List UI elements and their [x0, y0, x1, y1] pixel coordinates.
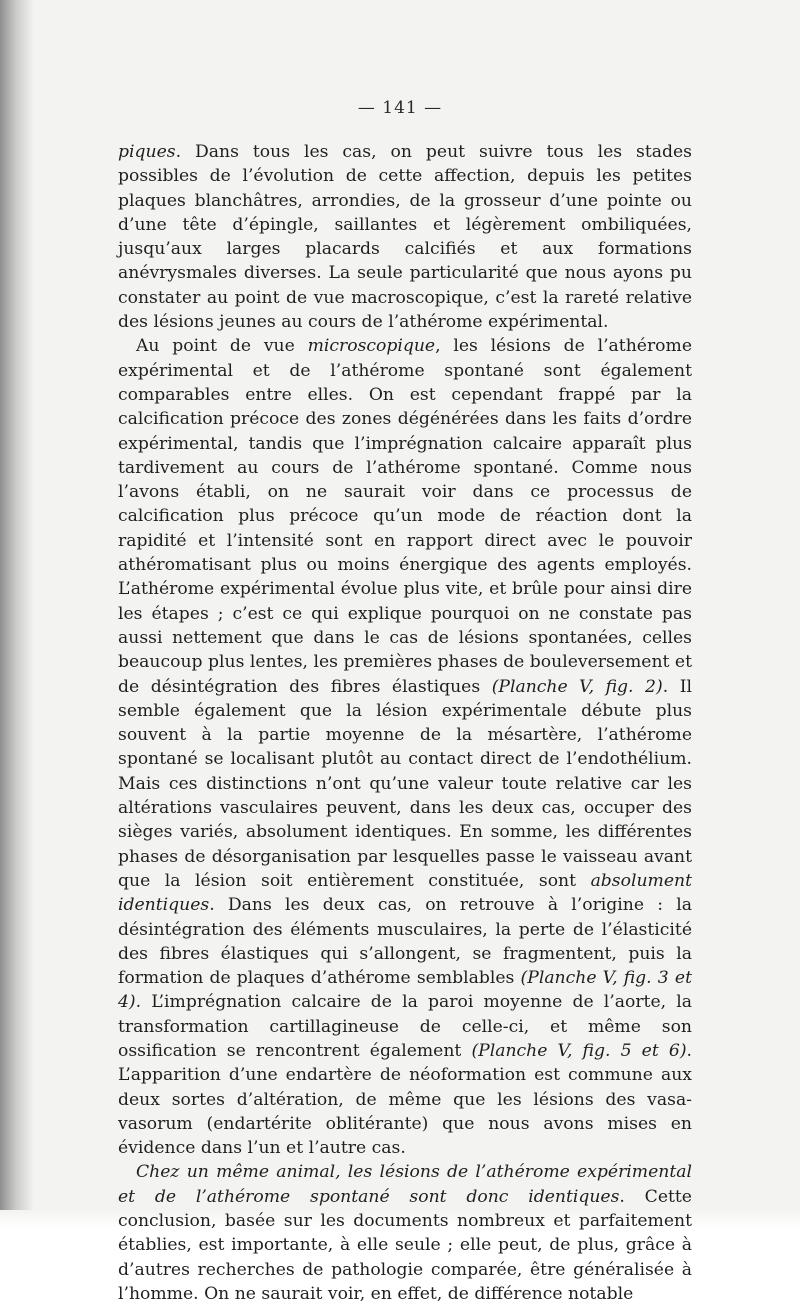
paragraph-2 [118, 334, 692, 1160]
text-run: Au point de vue [136, 336, 308, 357]
italic-text: microscopique [307, 336, 436, 357]
figure-reference: (Planche V, fig. 3 et 4) [118, 968, 692, 1013]
paragraph-1 [118, 140, 692, 334]
binding-shadow [0, 0, 34, 1228]
text-run: , les lésions de l’athérome expérimental et de l’athérome spontané sont également comparables entre elles. On est cependant frappé par la calcification précoce des zones dégénérées dans les faits d’ordre expérimental, tandis que l’imprégnation calcaire apparaît plus tardivement au cours de l’athérome spontané. Comme nous l’avons établi, on ne saurait voir dans ce processus de calcification plus précoce qu’un mode de réaction dont la rapidité et l’intensité sont en rapport direct avec le pouvoir athéromatisant plus ou moins énergique des agents employés. L’athérome expérimental évolue plus vite, et brûle pour ainsi dire les étapes ; c’est ce qui explique pourquoi on ne constate pas aussi nettement que dans le cas de lésions spontanées, celles beaucoup plus lentes, les premières phases de bouleversement et de désintégration des fibres élastiques [118, 336, 692, 697]
figure-reference: (Planche V, fig. 5 et 6) [471, 1040, 687, 1061]
text-run: . Dans tous les cas, on peut suivre tous les stades possibles de l’évolution de cette affection, depuis les petites plaques blanchâtres, arrondies, de la grosseur d’une pointe ou d’une tête d’épingle, saillantes et légèrement ombiliquées, jusqu’aux larges placards calcifiés et aux formations anévrysmales diverses. La seule particularité que nous ayons pu constater au point de vue macroscopique, c’est la rareté relative des lésions jeunes au cours de l’athérome expérimental. [118, 142, 692, 333]
text-run: . L’apparition d’une endartère de néoformation est commune aux deux sortes d’altération, de même que les lésions des vasa-vasorum (endartérite oblitérante) que nous avons mises en évidence dans l’un et l’autre cas. [118, 1040, 692, 1159]
figure-reference: (Planche V, fig. 2) [491, 676, 663, 697]
body-text [118, 140, 692, 1306]
italic-text: Chez un même animal, les lésions de l’athérome expérimental et de l’athérome spontané sont donc identiques [118, 1162, 692, 1207]
text-run: . Cette conclusion, basée sur les documents nombreux et parfaitement établies, est importante, à elle seule ; elle peut, de plus, grâce à d’autres recherches de pathologie comparée, être généralisée à l’homme. On ne saurait voir, en effet, de différence notable [118, 1186, 692, 1304]
paragraph-3 [118, 1160, 692, 1306]
text-run: . Il semble également que la lésion expérimentale débute plus souvent à la partie moyenne de la mésartère, l’athérome spontané se localisant plutôt au contact direct de l’endothélium. Mais ces distinctions n’ont qu’une valeur toute relative car les altérations vasculaires peuvent, dans les deux cas, occuper des sièges variés, absolument identiques. En somme, les différentes phases de désorganisation par lesquelles passe le vaisseau avant que la lésion soit entièrement constituée, sont [118, 676, 692, 891]
page-number: — 141 — [357, 98, 443, 118]
text-run: . Dans les deux cas, on retrouve à l’origine : la désintégration des éléments musculaires, la perte de l’élasticité des fibres élastiques qui s’allongent, se fragmentent, puis la formation de plaques d’athérome semblables [118, 895, 692, 989]
italic-text: absolument identiques [118, 870, 692, 916]
text-run: . L’imprégnation calcaire de la paroi moyenne de l’aorte, la transformation cartillagineuse de celle-ci, et même son ossification se rencontrent également [118, 992, 692, 1061]
italic-text: piques [118, 142, 176, 162]
